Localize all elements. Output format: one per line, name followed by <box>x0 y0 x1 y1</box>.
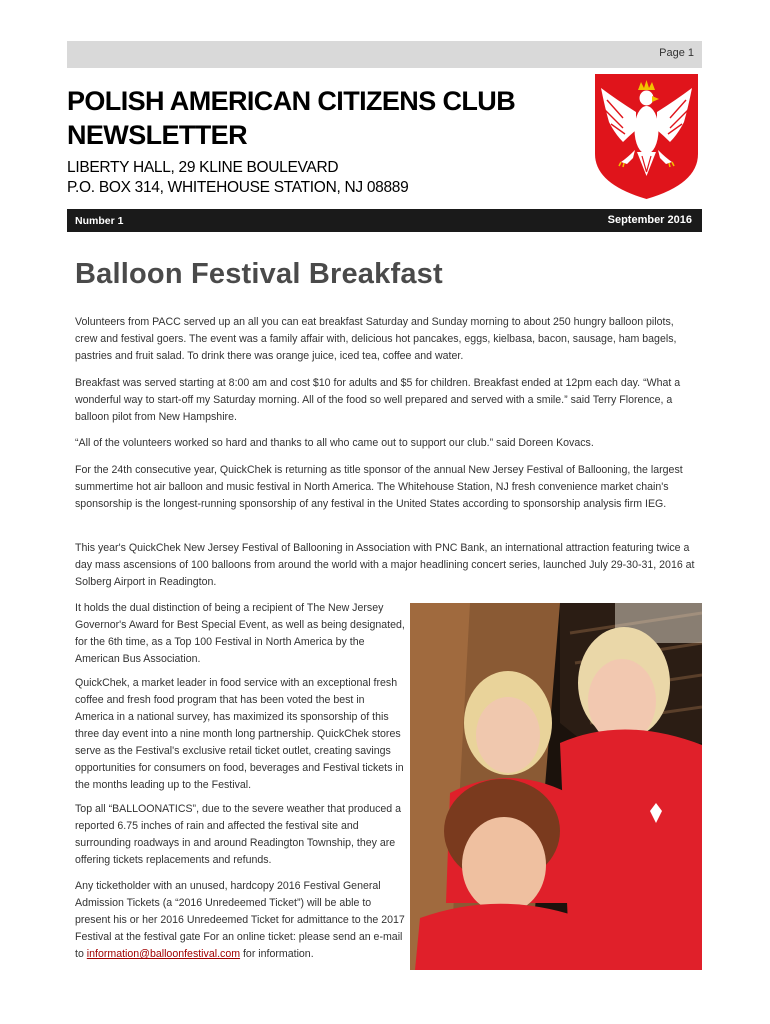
issue-bar <box>67 209 702 232</box>
paragraph-9-end: for information. <box>240 948 314 960</box>
article-paragraph-7: QuickChek, a market leader in food service with an exceptional fresh coffee and fresh food program that has been voted the best in America in a national survey, has maximized its sponsorship of this three day event into a nine month long partnership. QuickChek stores serve as the Festival's exclusive retail ticket outlet, creating savings opportunities for consumers on food, beverages and Festival tickets in the months leading up to the Festival. <box>75 677 404 791</box>
article-paragraph-9 <box>75 878 405 963</box>
three-volunteers-photo <box>410 603 702 970</box>
email-link[interactable]: information@balloonfestival.com <box>86 948 241 960</box>
polish-eagle-icon <box>593 72 700 201</box>
article-headline: Balloon Festival Breakfast <box>75 258 443 290</box>
article-paragraph-8: Top all “BALLOONATICS”, due to the severe weather that produced a reported 6.75 inches of rain and affected the festival site and surrounding roadways in and around Readington Township, they are offering tickets replacements and refunds. <box>75 803 402 866</box>
address-line-1: LIBERTY HALL, 29 KLINE BOULEVARD <box>67 159 339 176</box>
article-paragraph-5: This year's QuickChek New Jersey Festival of Ballooning in Association with PNC Bank, an international attraction featuring twice a day mass ascensions of 100 balloons from around the world with a major headlining concert series, launched July 29-30-31, 2016 at Solberg Airport in Readington. <box>75 542 695 588</box>
club-address <box>67 158 408 198</box>
page-header-bar <box>67 41 702 68</box>
newsletter-title: POLISH AMERICAN CITIZENS CLUB NEWSLETTER <box>67 86 516 150</box>
issue-date: September 2016 <box>607 214 692 226</box>
article-paragraph-6: It holds the dual distinction of being a recipient of The New Jersey Governor's Award for Best Special Event, as well as being designated, for the 6th time, as a Top 100 Festival in North America by the American Bus Association. <box>75 602 405 665</box>
article-paragraph-4: For the 24th consecutive year, QuickChek is returning as title sponsor of the annual New Jersey Festival of Ballooning, the largest summertime hot air balloon and music festival in North America. The Whitehouse Station, NJ fresh convenience market chain's sponsorship is the longest-running sponsorship of any festival in the United States according to sponsorship analysis firm IEG. <box>75 464 683 510</box>
issue-number: Number 1 <box>75 215 124 227</box>
article-paragraph-1: Volunteers from PACC served up an all you can eat breakfast Saturday and Sunday morning to about 250 hungry balloon pilots, crew and festival goers. The event was a family affair with, delicious hot pancakes, eggs, kielbasa, bacon, sausage, ham bagels, pastries and fruit salad. To drink there was orange juice, iced tea, coffee and water. <box>75 316 677 362</box>
page-number: Page 1 <box>659 47 694 59</box>
address-line-2: P.O. BOX 314, WHITEHOUSE STATION, NJ 08889 <box>67 179 409 196</box>
article-paragraph-3: “All of the volunteers worked so hard and thanks to all who came out to support our club.” said Doreen Kovacs. <box>75 437 594 449</box>
paragraph-9-text: Any ticketholder with an unused, hardcopy 2016 Festival General Admission Tickets (a “2016 Unredeemed Ticket”) will be able to present his or her 2016 Unredeemed Ticket for admittance to the 2017 Festival at the festival gate For an online ticket: please send an e-mail to <box>75 880 405 960</box>
article-paragraph-2: Breakfast was served starting at 8:00 am and cost $10 for adults and $5 for children. Breakfast ended at 12pm each day. “What a wonderful way to start-off my Saturday morning. All of the food so well prepared and served with a smile.” said Terry Florence, a balloon pilot from New Hampshire. <box>75 377 681 423</box>
